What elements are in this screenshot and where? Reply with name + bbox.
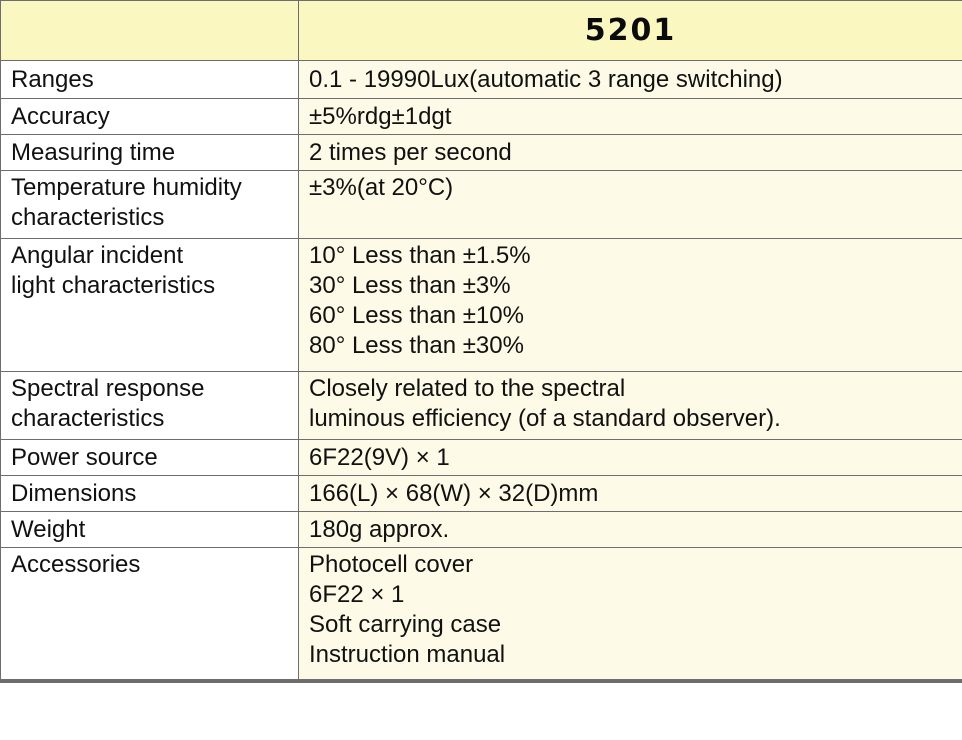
- table-row: [1, 135, 962, 171]
- spec-value-power-source: [299, 440, 962, 476]
- table-row: [1, 239, 962, 372]
- value-line: 30° Less than ±3%: [309, 272, 511, 299]
- table-row: [1, 548, 962, 681]
- label-line: Spectral response: [11, 375, 205, 402]
- label-line: characteristics: [11, 405, 165, 432]
- table-row: [1, 440, 962, 476]
- value-line: Instruction manual: [309, 641, 506, 668]
- value-line: ±3%(at 20°C): [309, 174, 454, 201]
- label-line: Dimensions: [11, 479, 137, 507]
- label-line: Angular incident: [11, 242, 184, 269]
- value-line: 166(L) × 68(W) × 32(D)mm: [309, 479, 599, 507]
- value-line: 0.1 - 19990Lux(automatic 3 range switching): [309, 65, 783, 93]
- value-line: Closely related to the spectral: [309, 375, 626, 402]
- spec-label-angular-incident: [1, 239, 299, 372]
- label-line: Accessories: [11, 551, 141, 578]
- label-line: Weight: [11, 515, 86, 543]
- table-row: [1, 99, 962, 135]
- spec-label-weight: [1, 512, 299, 548]
- spec-value-weight: [299, 512, 962, 548]
- spec-label-ranges: [1, 61, 299, 99]
- spec-value-spectral-response: [299, 372, 962, 440]
- header-corner-cell: [1, 1, 299, 61]
- value-line: 180g approx.: [309, 515, 450, 543]
- spec-value-dimensions: [299, 476, 962, 512]
- value-line: ±5%rdg±1dgt: [309, 102, 452, 130]
- table-row: [1, 512, 962, 548]
- spec-label-dimensions: [1, 476, 299, 512]
- value-line: 10° Less than ±1.5%: [309, 242, 531, 269]
- spec-label-accuracy: [1, 99, 299, 135]
- table-row: [1, 372, 962, 440]
- spec-label-temperature-humidity: [1, 171, 299, 239]
- label-line: characteristics: [11, 204, 165, 231]
- value-line: 80° Less than ±30%: [309, 332, 524, 359]
- value-line: Photocell cover: [309, 551, 474, 578]
- value-line: 6F22(9V) × 1: [309, 443, 450, 471]
- label-line: Ranges: [11, 65, 94, 93]
- spec-label-measuring-time: [1, 135, 299, 171]
- spec-value-measuring-time: [299, 135, 962, 171]
- spec-value-accessories: [299, 548, 962, 681]
- value-line: 60° Less than ±10%: [309, 302, 524, 329]
- spec-label-accessories: [1, 548, 299, 681]
- label-line: light characteristics: [11, 272, 216, 299]
- table-row: [1, 61, 962, 99]
- table-row: [1, 171, 962, 239]
- label-line: Accuracy: [11, 102, 110, 130]
- model-number-header: 5201: [299, 1, 962, 61]
- spec-label-spectral-response: [1, 372, 299, 440]
- label-line: Measuring time: [11, 138, 176, 166]
- table-row: [1, 476, 962, 512]
- label-line: Temperature humidity: [11, 174, 242, 201]
- spec-label-power-source: [1, 440, 299, 476]
- spec-value-ranges: [299, 61, 962, 99]
- spec-value-accuracy: [299, 99, 962, 135]
- value-line: 6F22 × 1: [309, 581, 405, 608]
- value-line: 2 times per second: [309, 138, 512, 166]
- table-header-row: [1, 1, 962, 61]
- label-line: Power source: [11, 443, 158, 471]
- spec-value-temperature-humidity: [299, 171, 962, 239]
- value-line: Soft carrying case: [309, 611, 502, 638]
- value-line: luminous efficiency (of a standard observer).: [309, 405, 781, 432]
- spec-value-angular-incident: [299, 239, 962, 372]
